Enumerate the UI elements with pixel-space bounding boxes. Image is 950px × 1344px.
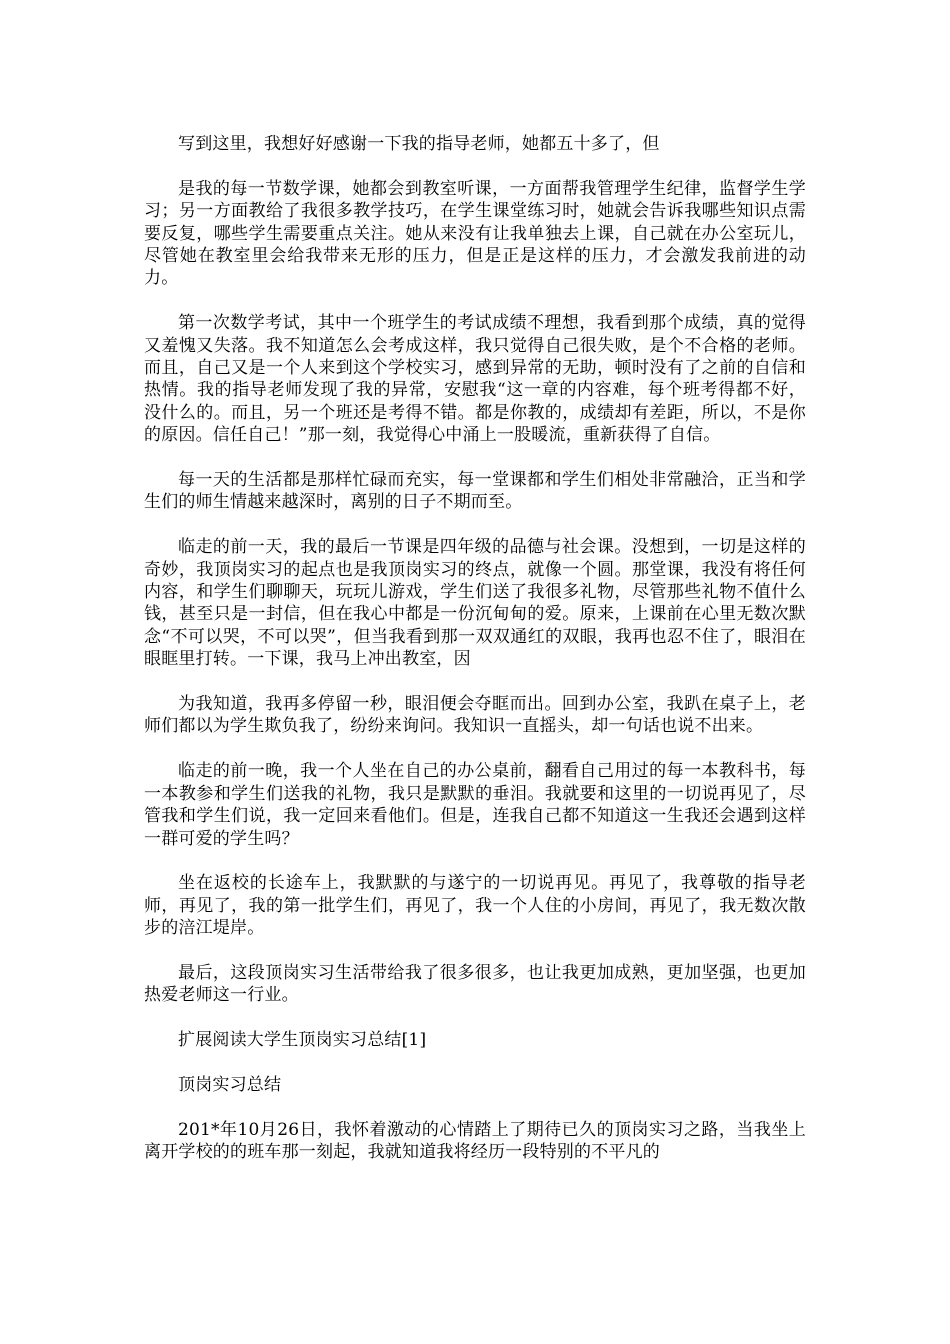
document-body <box>144 133 806 1164</box>
paragraph-internship-start: 201*年10月26日，我怀着激动的心情踏上了期待已久的顶岗实习之路，当我坐上离开学校的的班车那一刻起，我就知道我将经历一段特别的不平凡的 <box>144 1119 806 1163</box>
paragraph-daily-life: 每一天的生活都是那样忙碌而充实，每一堂课都和学生们相处非常融洽，正当和学生们的师生情越来越深时，离别的日子不期而至。 <box>144 470 806 513</box>
paragraph-first-exam: 第一次数学考试，其中一个班学生的考试成绩不理想，我看到那个成绩，真的觉得又羞愧又失落。我不知道怎么会考成这样，我只觉得自己很失败，是个不合格的老师。而且，自己又是一个人来到这个学校实习，感到异常的无助，顿时没有了之前的自信和热情。我的指导老师发现了我的异常，安慰我“这一章的内容难，每个班考得都不好，没什么的。而且，另一个班还是考得不错。都是你教的，成绩却有差距，所以，不是你的原因。信任自己！”那一刻，我觉得心中涌上一股暖流，重新获得了自信。 <box>144 313 806 446</box>
section-title: 顶岗实习总结 <box>178 1074 282 1095</box>
paragraph-thanks-intro: 写到这里，我想好好感谢一下我的指导老师，她都五十多了，但 <box>178 134 660 154</box>
paragraph-teacher-help: 是我的每一节数学课，她都会到教室听课，一方面帮我管理学生纪律，监督学生学习；另一方面教给了我很多教学技巧，在学生课堂练习时，她就会告诉我哪些知识点需要反复，哪些学生需要重点关注。她从来没有让我单独去上课，自己就在办公室玩儿，尽管她在教室里会给我带来无形的压力，但是正是这样的压力，才会激发我前进的动力。 <box>144 178 806 289</box>
paragraph-conclusion: 最后，这段顶岗实习生活带给我了很多很多，也让我更加成熟，更加坚强，也更加热爱老师这一行业。 <box>144 962 806 1006</box>
paragraph-last-class: 临走的前一天，我的最后一节课是四年级的品德与社会课。没想到，一切是这样的奇妙，我顶岗实习的起点也是我顶岗实习的终点，就像一个圆。那堂课，我没有将任何内容，和学生们聊聊天，玩玩儿游戏，学生们送了我很多礼物，尽管那些礼物不值什么钱，甚至只是一封信，但在我心中都是一份沉甸甸的爱。原来，上课前在心里无数次默念“不可以哭，不可以哭”，但当我看到那一双双通红的双眼，我再也忍不住了，眼泪在眼眶里打转。一下课，我马上冲出教室，因 <box>144 537 806 670</box>
paragraph-last-night: 临走的前一晚，我一个人坐在自己的办公桌前，翻看自己用过的每一本教科书，每一本教参和学生们送我的礼物，我只是默默的垂泪。我就要和这里的一切说再见了，尽管我和学生们说，我一定回来看他们。但是，连我自己都不知道这一生我还会遇到这样一群可爱的学生吗？ <box>144 761 806 849</box>
extended-reading-heading: 扩展阅读大学生顶岗实习总结[1] <box>178 1030 427 1051</box>
paragraph-farewell: 坐在返校的长途车上，我默默的与遂宁的一切说再见。再见了，我尊敬的指导老师，再见了，我的第一批学生们，再见了，我一个人住的小房间，再见了，我无数次散步的涪江堤岸。 <box>144 873 806 939</box>
paragraph-office-tears: 为我知道，我再多停留一秒，眼泪便会夺眶而出。回到办公室，我趴在桌子上，老师们都以为学生欺负我了，纷纷来询问。我知识一直摇头，却一句话也说不出来。 <box>144 694 806 737</box>
